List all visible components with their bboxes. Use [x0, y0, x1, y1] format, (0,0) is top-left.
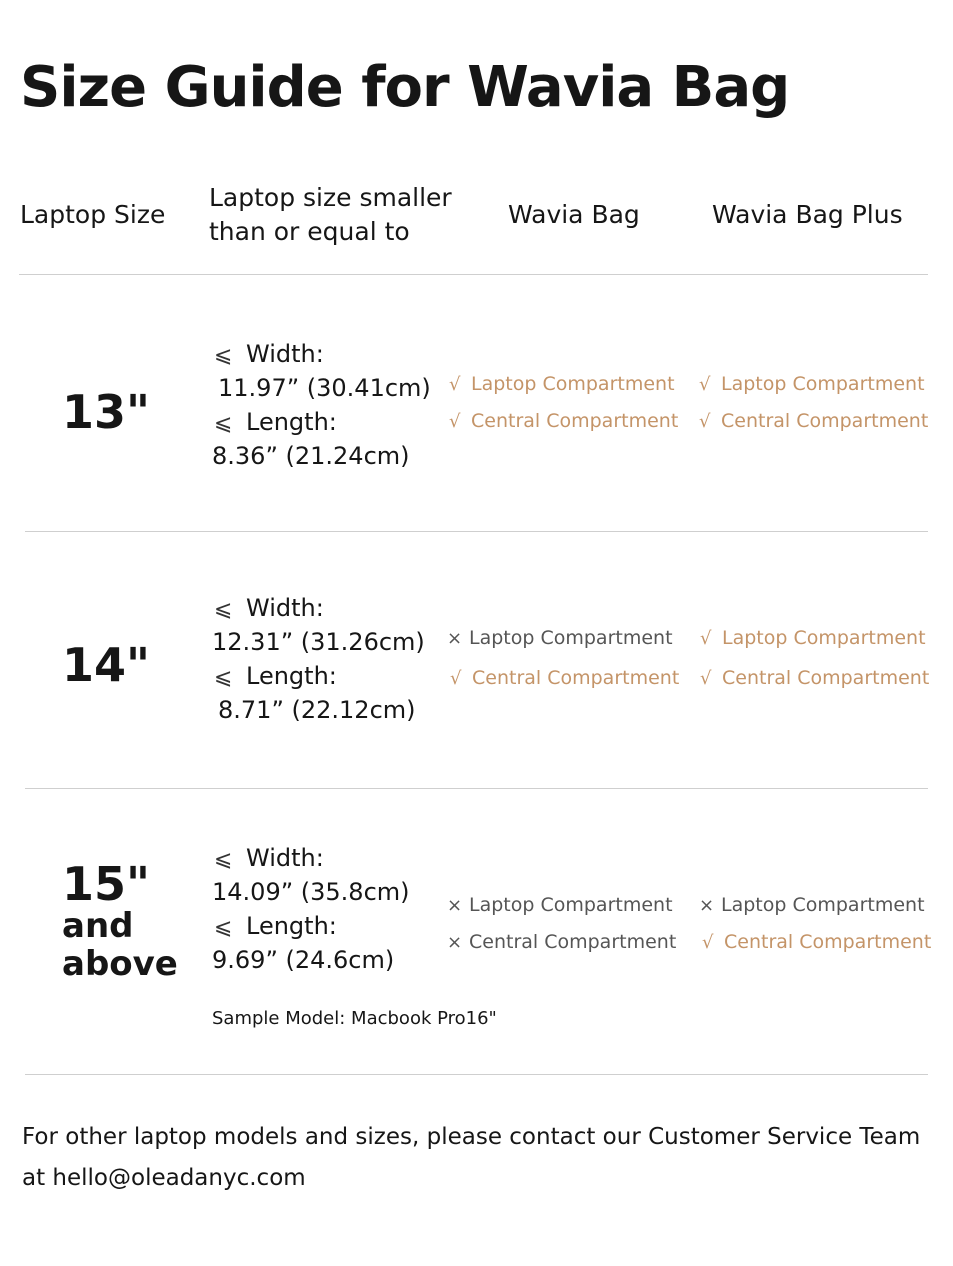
length-line	[214, 909, 337, 945]
less-equal-symbol: ⩽	[214, 343, 233, 368]
check-icon: √	[699, 374, 711, 395]
compartment-status	[699, 371, 925, 398]
header-divider	[19, 274, 928, 275]
length-value: 8.36” (21.24cm)	[212, 442, 410, 470]
length-value: 8.71” (22.12cm)	[218, 696, 416, 724]
length-label: Length:	[246, 662, 337, 690]
compartment-label: Central Compartment	[472, 667, 680, 689]
less-equal-symbol: ⩽	[214, 411, 233, 436]
width-label: Width:	[246, 594, 324, 622]
check-icon: √	[699, 411, 711, 432]
header-wavia-bag-plus: Wavia Bag Plus	[712, 200, 903, 229]
compartment-label: Laptop Compartment	[721, 373, 925, 395]
length-label: Length:	[246, 912, 337, 940]
check-icon: √	[449, 374, 461, 395]
width-label: Width:	[246, 844, 324, 872]
less-equal-symbol: ⩽	[214, 915, 233, 940]
less-equal-symbol: ⩽	[214, 597, 233, 622]
width-value: 11.97” (30.41cm)	[218, 374, 431, 402]
compartment-label: Laptop Compartment	[722, 627, 926, 649]
compartment-status	[447, 625, 673, 652]
compartment-label: Laptop Compartment	[469, 894, 673, 916]
header-laptop-size: Laptop Size	[20, 200, 166, 229]
less-equal-symbol: ⩽	[214, 665, 233, 690]
compartment-status	[702, 929, 931, 956]
size-above: above	[62, 944, 178, 984]
check-icon: √	[450, 668, 462, 689]
compartment-status	[447, 892, 673, 919]
compartment-label: Laptop Compartment	[471, 373, 675, 395]
compartment-label: Laptop Compartment	[469, 627, 673, 649]
compartment-label: Central Compartment	[721, 410, 929, 432]
width-line	[214, 841, 324, 877]
compartment-label: Central Compartment	[471, 410, 679, 432]
length-line	[214, 405, 337, 441]
contact-note: For other laptop models and sizes, please contact our Customer Service Team at hello@oleadanyc.com	[22, 1124, 921, 1191]
width-value: 12.31” (31.26cm)	[212, 628, 425, 656]
width-line	[214, 337, 324, 373]
compartment-status	[700, 625, 926, 652]
table-bottom-divider	[25, 1074, 928, 1075]
compartment-label: Central Compartment	[722, 667, 930, 689]
size-13: 13"	[62, 385, 150, 439]
cross-icon: ×	[447, 932, 463, 953]
row-divider	[25, 531, 928, 532]
less-equal-symbol: ⩽	[214, 847, 233, 872]
compartment-status	[449, 408, 678, 435]
page-title: Size Guide for Wavia Bag	[20, 55, 790, 120]
compartment-label: Laptop Compartment	[721, 894, 925, 916]
header-size-limit-line2: than or equal to	[209, 217, 410, 246]
size-15: 15"	[62, 857, 150, 911]
compartment-status	[700, 665, 929, 692]
cross-icon: ×	[447, 895, 463, 916]
compartment-status	[450, 665, 679, 692]
header-size-limit-line1: Laptop size smaller	[209, 183, 452, 212]
cross-icon: ×	[447, 628, 463, 649]
check-icon: √	[700, 668, 712, 689]
check-icon: √	[702, 932, 714, 953]
length-line	[214, 659, 337, 695]
width-label: Width:	[246, 340, 324, 368]
compartment-status	[449, 371, 675, 398]
check-icon: √	[449, 411, 461, 432]
size-14: 14"	[62, 638, 150, 692]
row-divider	[25, 788, 928, 789]
width-line	[214, 591, 324, 627]
compartment-label: Central Compartment	[469, 931, 677, 953]
compartment-status	[699, 408, 928, 435]
check-icon: √	[700, 628, 712, 649]
header-wavia-bag: Wavia Bag	[508, 200, 640, 229]
width-value: 14.09” (35.8cm)	[212, 878, 410, 906]
length-label: Length:	[246, 408, 337, 436]
compartment-status	[699, 892, 925, 919]
compartment-label: Central Compartment	[724, 931, 932, 953]
sample-model: Sample Model: Macbook Pro16"	[212, 1008, 497, 1029]
compartment-status	[447, 929, 676, 956]
length-value: 9.69” (24.6cm)	[212, 946, 395, 974]
size-and: and	[62, 906, 134, 946]
cross-icon: ×	[699, 895, 715, 916]
